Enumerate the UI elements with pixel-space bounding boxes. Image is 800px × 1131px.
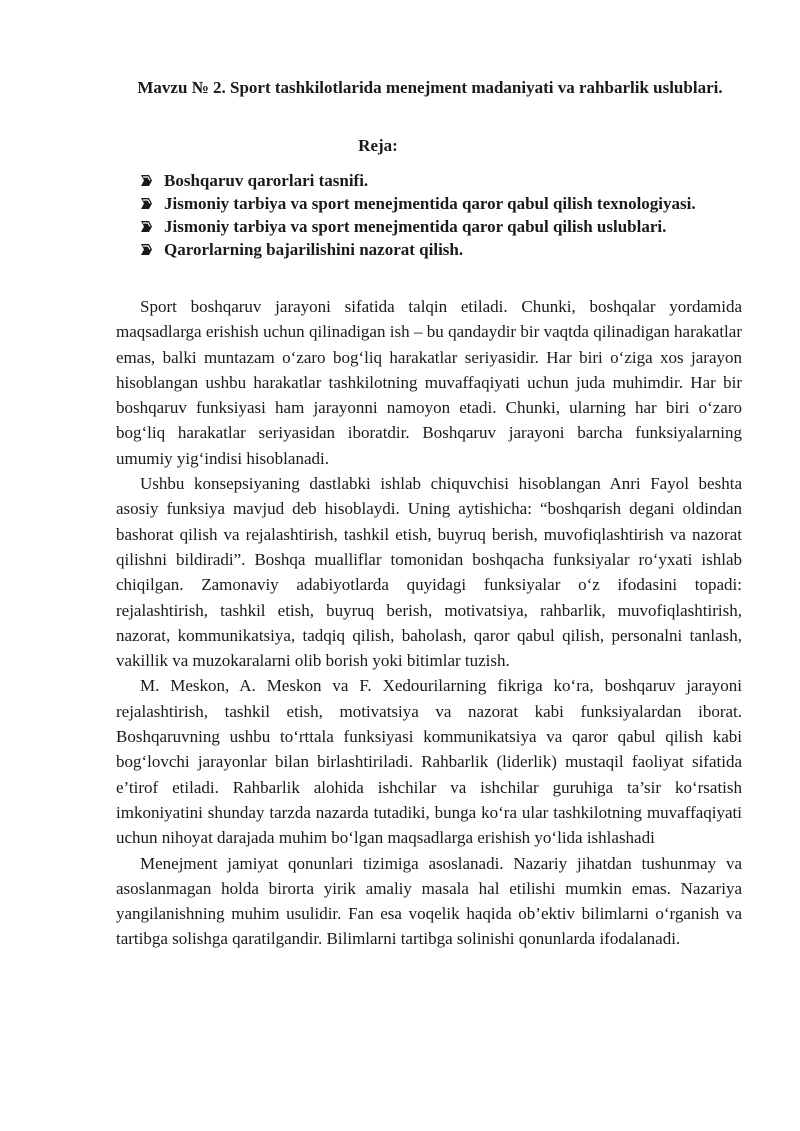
plan-heading: Reja:	[358, 136, 398, 155]
body-paragraph: Sport boshqaruv jarayoni sifatida talqin etiladi. Chunki, boshqalar yordamida maqsadlarga erishish uchun qilinadigan ish – bu qandaydir bir vaqtda qilinadigan harakatlar emas, balki muntazam o‘zaro bog‘liq harakatlar seriyasidir. Har biri o‘ziga xos jarayon hisoblangan ushbu harakatlar tashkilotning muvaffaqiyati uchun juda muhimdir. Har bir boshqaruv funksiyasi ham jarayonni namoyon etadi. Chunki, ularning har biri o‘zaro bog‘liq harakatlar seriyasidan iboratdir. Boshqaruv jarayoni barcha funksiyalarning umumiy yig‘indisi hisoblanadi.	[116, 297, 742, 468]
body-paragraph: M. Meskon, A. Meskon va F. Xedourilarning fikriga ko‘ra, boshqaruv jarayoni rejalashtirish, tashkil etish, motivatsiya va nazorat kabi funksiyalardan iborat. Boshqaruvning ushbu to‘rttala funksiyasi kommunikatsiya va qaror qabul qilish kabi bog‘lovchi jarayonlar bilan birlashtiriladi. Rahbarlik (liderlik) mustaqil faoliyat sifatida e’tirof etiladi. Rahbarlik alohida ishchilar va ishchilar guruhiga ta’sir ko‘rsatish imkoniyatini shunday tarzda nazarda tutadiki, bunga ko‘ra ular tashkilotning muvaffaqiyati uchun nihoyat darajada muhim bo‘lgan maqsadlarga erishish yo‘lida ishlashadi	[116, 676, 742, 848]
plan-item	[136, 215, 726, 238]
body-text	[116, 294, 742, 952]
plan-item-text: Jismoniy tarbiya va sport menejmentida qaror qabul qilish uslublari.	[164, 217, 667, 236]
body-paragraph: Menejment jamiyat qonunlari tizimiga asoslanadi. Nazariy jihatdan tushunmay va asoslanmagan holda birorta yirik amaliy masala hal etilishi mumkin emas. Nazariya yangilanishning muhim usulidir. Fan esa voqelik haqida ob’ektiv bilimlarni o‘rganish va tartibga solishga qaratilgandir. Bilimlarni tartibga solinishi qonunlarda ifodalanadi.	[116, 853, 742, 949]
plan-item-text: Qarorlarning bajarilishini nazorat qilish.	[164, 240, 464, 259]
plan-item-text: Jismoniy tarbiya va sport menejmentida qaror qabul qilish texnologiyasi.	[164, 194, 696, 213]
plan-item-text: Boshqaruv qarorlari tasnifi.	[164, 171, 369, 190]
bold-arrow-bullet-icon	[140, 174, 153, 187]
bold-arrow-bullet-icon	[140, 220, 153, 233]
plan-item	[136, 169, 726, 192]
plan-list	[136, 169, 726, 261]
plan-item	[136, 238, 726, 261]
bold-arrow-bullet-icon	[140, 197, 153, 210]
bold-arrow-bullet-icon	[140, 243, 153, 256]
document-title: Mavzu № 2. Sport tashkilotlarida menejment madaniyati va rahbarlik uslublari.	[137, 78, 723, 97]
plan-item	[136, 192, 726, 215]
body-paragraph: Ushbu konsepsiyaning dastlabki ishlab chiquvchisi hisoblangan Anri Fayol beshta asosiy funksiya mavjud deb hisoblaydi. Uning aytishicha: “boshqarish degani oldindan bashorat qilish va rejalashtirish, tashkil etish, buyruq berish, muvofiqlashtirish va nazorat qilishni bildiradi”. Boshqa mualliflar tomonidan boshqacha funksiyalar ro‘yxati ishlab chiqilgan. Zamonaviy adabiyotlarda quyidagi funksiyalar o‘z ifodasini topadi: rejalashtirish, tashkil etish, buyruq berish, motivatsiya, rahbarlik, muvofiqlashtirish, nazorat, kommunikatsiya, tadqiq qilish, baholash, qaror qabul qilish, personalni tanlash, vakillik va muzokaralarni olib borish yoki bitimlar tuzish.	[116, 474, 742, 671]
